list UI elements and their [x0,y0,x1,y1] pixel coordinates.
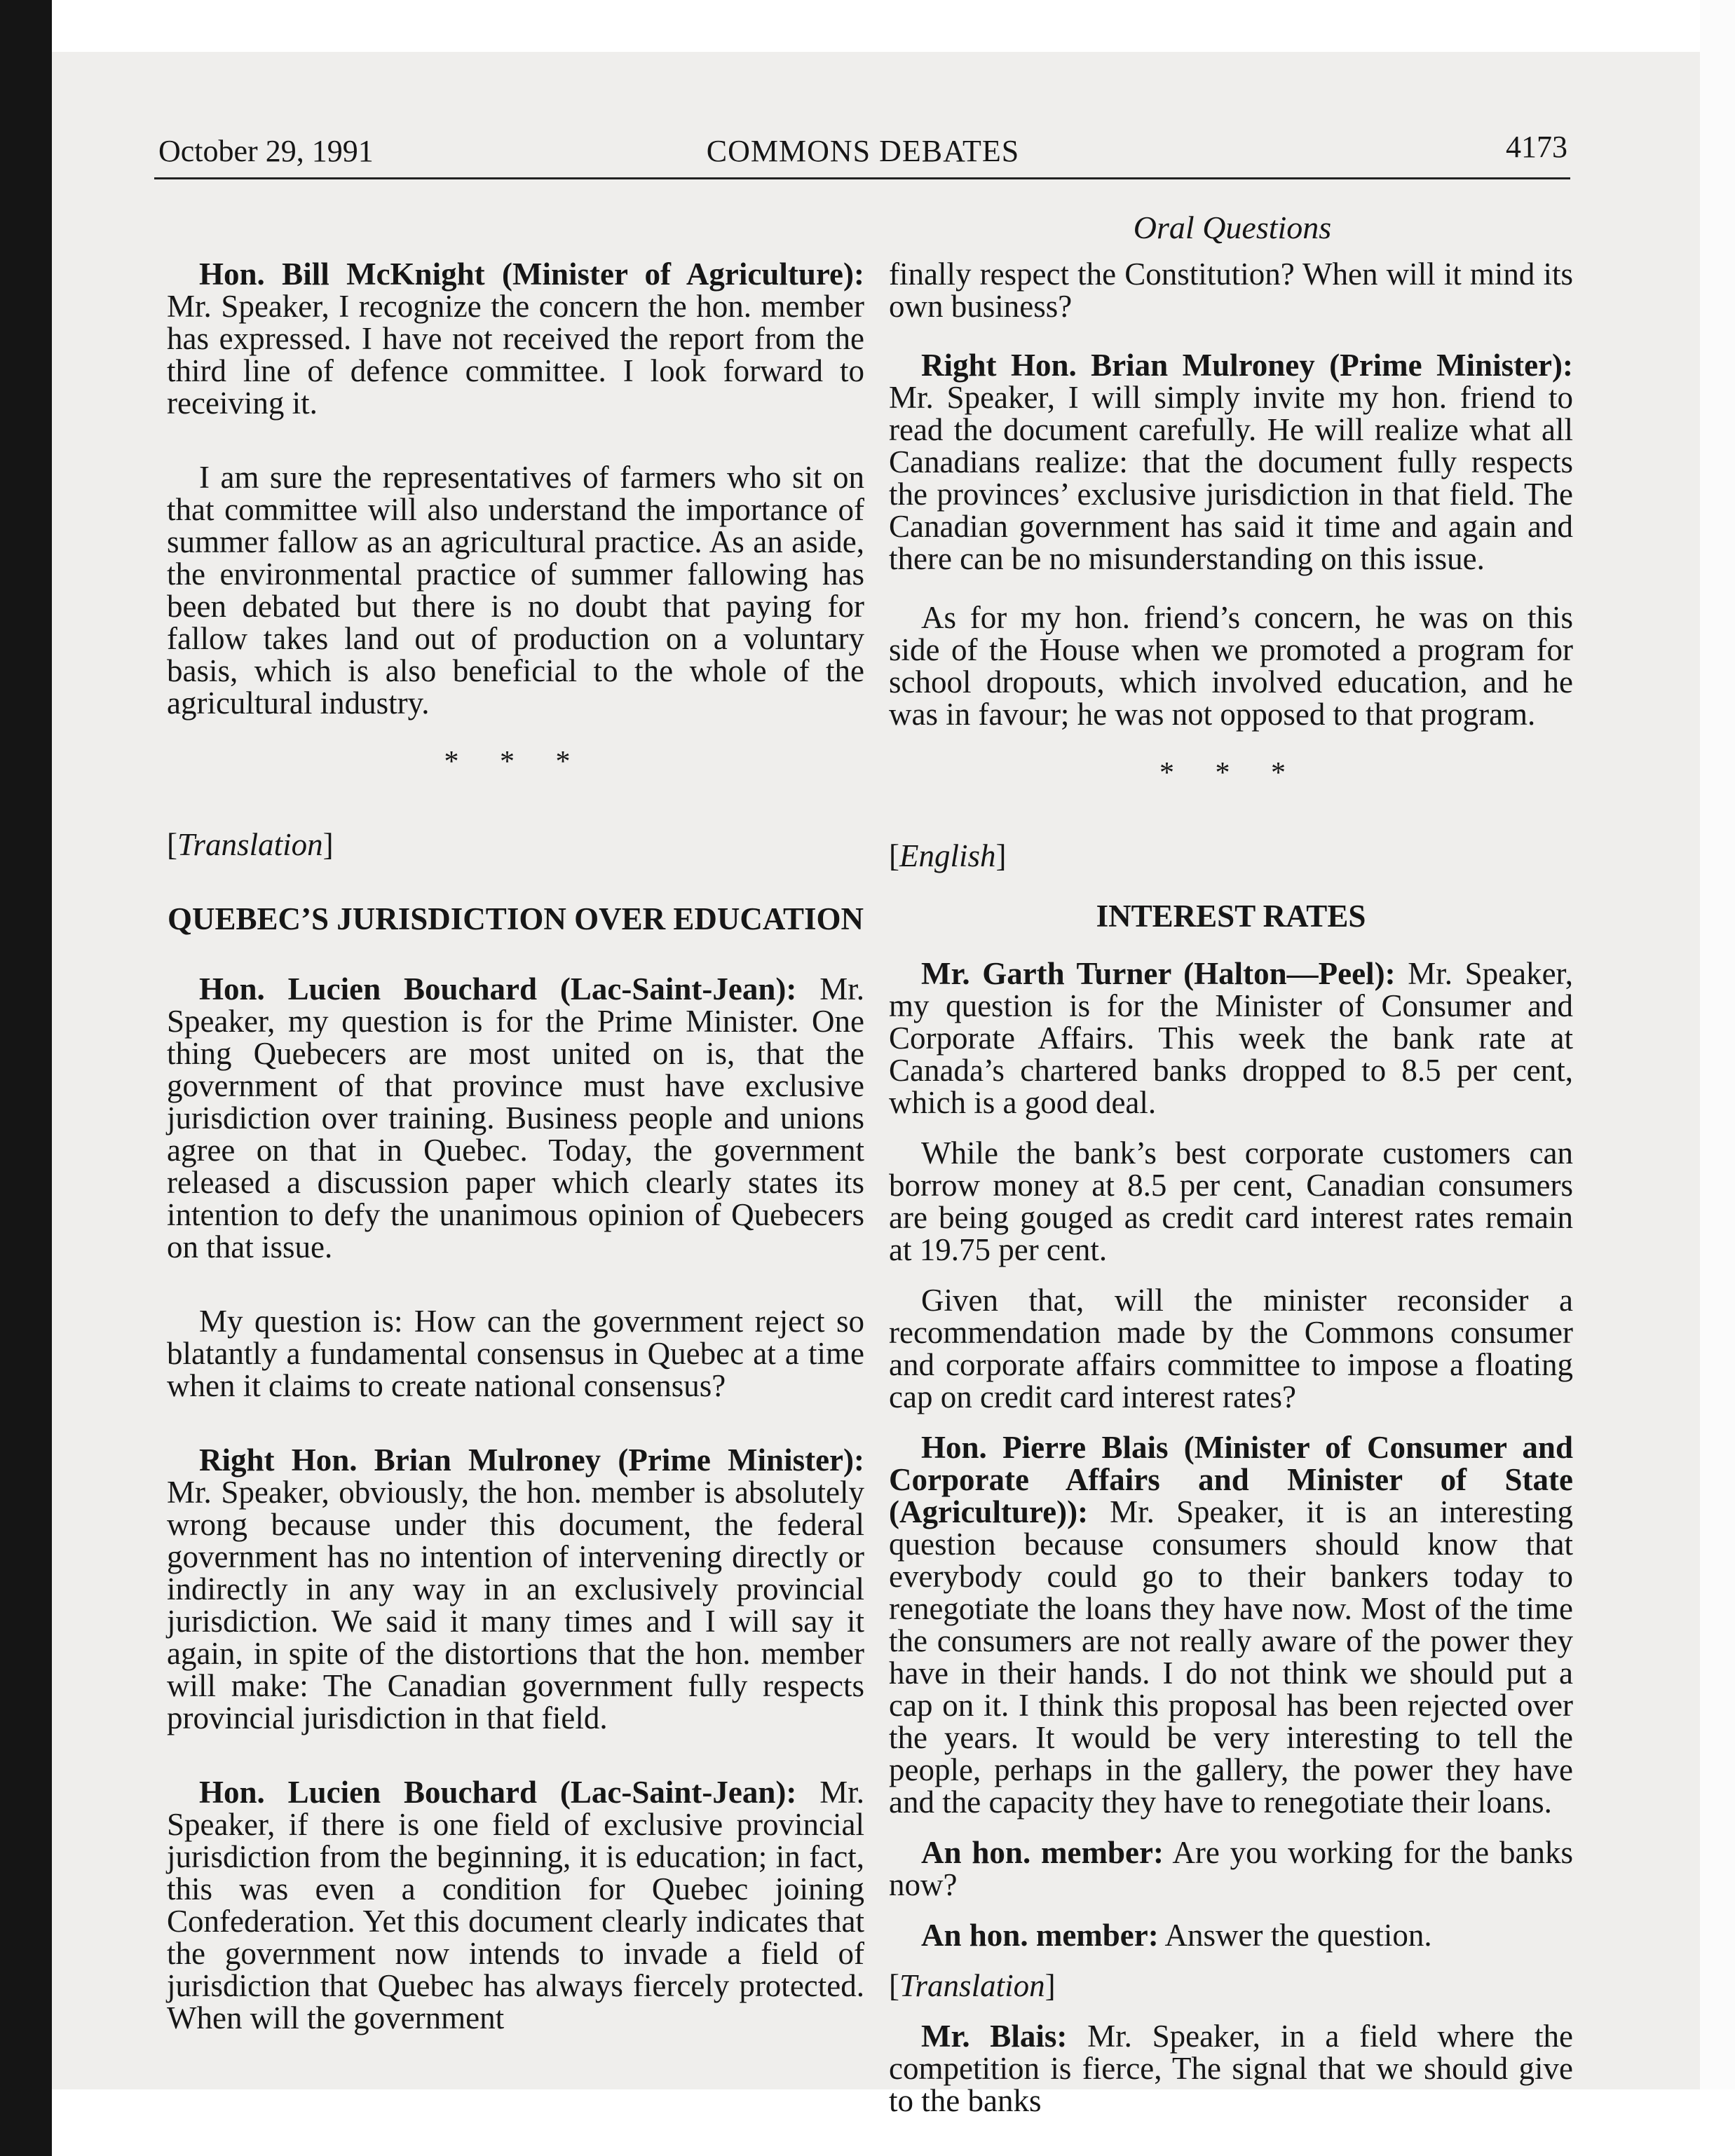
scan-top-margin [52,0,1735,52]
speech-text: As for my hon. friend’s concern, he was on this side of the House when we promoted a program for school dropouts, which involved education, and he was in favour; he was not opposed to that program. [889,600,1573,732]
section-separator: * * * [1159,757,1302,789]
speech-paragraph [167,258,864,419]
speaker-name: An hon. member: [921,1835,1164,1870]
speech-text: Mr. Speaker, my question is for the Minister of Consumer and Corporate Affairs. This week the bank rate at Canada’s chartered banks dropped to 8.5 per cent, which is a good deal. [889,956,1573,1120]
speech-paragraph [889,349,1573,575]
language-note: [Translation] [167,827,334,862]
topic-heading: INTEREST RATES [1096,899,1366,934]
speech-text: Mr. Speaker, I will simply invite my hon. friend to read the document carefully. He will realize what all Canadians realize: that the document fully respects the provinces’ exclusive jurisdiction in that field. The Canadian government has said it time and again and there can be no misunderstanding on this issue. [889,380,1573,576]
speech-paragraph [167,1305,864,1402]
speech-paragraph [167,461,864,719]
speaker-name: An hon. member: [921,1918,1159,1953]
speaker-name: Mr. Garth Turner (Halton—Peel): [921,956,1396,991]
speech-text: Mr. Speaker, in a field where the competition is fierce, The signal that we should give to the banks [889,2019,1573,2118]
speech-text: Given that, will the minister reconsider a recommendation made by the Commons consumer and corporate affairs committee to impose a floating cap on credit card interest rates? [889,1283,1573,1414]
speaker-name: Hon. Lucien Bouchard (Lac-Saint-Jean): [199,1775,797,1810]
header-title: COMMONS DEBATES [706,134,1020,168]
speech-paragraph [167,973,864,1263]
speech-text: I am sure the representatives of farmers who sit on that committee will also understand the importance of summer fallow as an agricultural practice. As an aside, the environmental practice of summer fallowing has been debated but there is no doubt that paying for fallow takes land out of production on a voluntary basis, which is also beneficial to the whole of the agricultural industry. [167,460,864,721]
speech-text: Answer the question. [1158,1918,1432,1953]
speech-paragraph [889,1137,1573,1266]
speech-paragraph [889,1431,1573,1818]
left-column [167,258,864,2061]
speaker-name: Right Hon. Brian Mulroney (Prime Minister): [199,1442,864,1478]
section-separator: * * * [444,746,587,778]
language-note: [Translation] [889,1968,1056,2003]
speaker-name: Right Hon. Brian Mulroney (Prime Minister): [921,348,1573,383]
header-rule [154,177,1570,179]
right-column [889,258,1573,2143]
speaker-name: Hon. Bill McKnight (Minister of Agriculture): [199,257,864,292]
speech-text: Mr. Speaker, my question is for the Prime Minister. One thing Quebecers are most united on is, that the government of that province must have exclusive jurisdiction over training. Business people and unions agree on that in Quebec. Today, the government released a discussion paper which clearly states its intention to defy the unanimous opinion of Quebecers on that issue. [167,971,864,1264]
speech-text: Mr. Speaker, it is an interesting question because consumers should know that everybody could go to their bankers today to renegotiate the loans they have now. Most of the time the consumers are not really aware of the power they have in their hands. I do not think we should put a cap on it. I think this proposal has been rejected over the years. It would be very interesting to tell the people, perhaps in the gallery, the power they have and the capacity they have to renegotiate their loans. [889,1494,1573,1820]
speech-text: Mr. Speaker, obviously, the hon. member is absolutely wrong because under this document, the federal government has no intention of intervening directly or indirectly in any way in an exclusively provincial jurisdiction. We said it many times and I will say it again, in spite of the distortions that the hon. member will make: The Canadian government fully respects provincial jurisdiction in that field. [167,1475,864,1735]
speech-text: My question is: How can the government reject so blatantly a fundamental consensus in Quebec at a time when it claims to create national consensus? [167,1304,864,1403]
speaker-name: Hon. Lucien Bouchard (Lac-Saint-Jean): [199,971,797,1007]
speaker-name: Hon. Pierre Blais (Minister of Consumer and Corporate Affairs and Minister of State (Agriculture)): [889,1430,1573,1529]
speech-paragraph [889,601,1573,730]
speech-paragraph [167,1444,864,1734]
speech-paragraph [889,957,1573,1119]
speech-paragraph [889,1836,1573,1901]
running-header [158,130,1567,182]
speech-paragraph [889,1919,1573,1951]
section-label: Oral Questions [1133,210,1332,245]
page-number: 4173 [1506,130,1567,164]
speech-paragraph [889,2020,1573,2117]
speech-text: Mr. Speaker, I recognize the concern the hon. member has expressed. I have not received the report from the third line of defence committee. I look forward to receiving it. [167,289,864,421]
speech-text: Mr. Speaker, if there is one field of exclusive provincial jurisdiction from the beginning, it is education; in fact, this was even a condition for Quebec joining Confederation. Yet this document clearly indicates that the government now intends to invade a field of jurisdiction that Quebec has always fiercely protected. When will the government [167,1775,864,2035]
speech-text: Are you working for the banks now? [889,1835,1573,1902]
topic-heading: QUEBEC’S JURISDICTION OVER EDUCATION [167,901,864,936]
header-date: October 29, 1991 [158,134,374,168]
scan-dark-edge [0,0,52,2156]
speech-paragraph [889,258,1573,322]
scan-right-margin [1700,0,1735,2156]
language-note: [English] [889,838,1007,873]
speaker-name: Mr. Blais: [921,2019,1068,2054]
speech-paragraph [167,1776,864,2034]
speech-text: While the bank’s best corporate customers can borrow money at 8.5 per cent, Canadian consumers are being gouged as credit card interest rates remain at 19.75 per cent. [889,1135,1573,1267]
speech-text: finally respect the Constitution? When will it mind its own business? [889,257,1573,324]
speech-paragraph [889,1284,1573,1413]
